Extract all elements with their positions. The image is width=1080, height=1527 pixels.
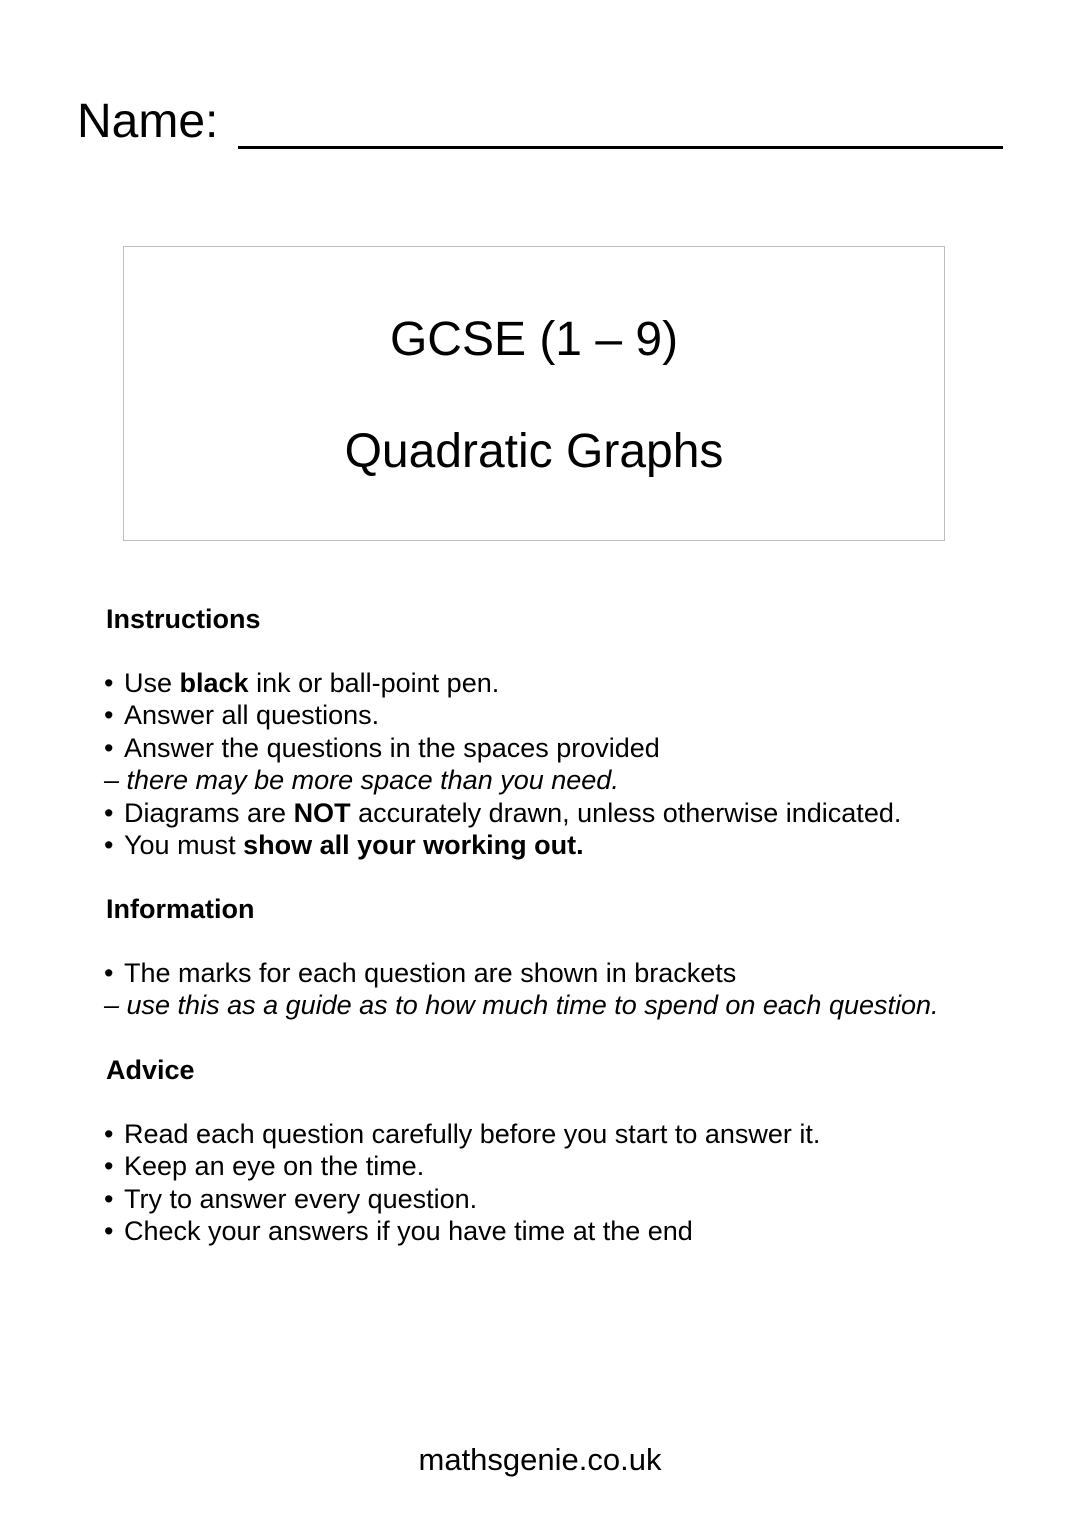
instructions-heading: Instructions (106, 604, 261, 634)
bullet: • (104, 830, 114, 861)
list-item: • Answer all questions. (104, 700, 380, 731)
advice-heading: Advice (106, 1055, 195, 1085)
list-item: • Keep an eye on the time. (104, 1151, 425, 1182)
bullet: • (104, 700, 114, 731)
list-item: • Answer the questions in the spaces provided (104, 732, 660, 763)
advice-list (104, 1118, 820, 1248)
footer-site: mathsgenie.co.uk (418, 1442, 662, 1477)
bullet: • (104, 1216, 114, 1247)
bullet: • (104, 1183, 114, 1214)
list-item: • Diagrams are NOT accurately drawn, unless otherwise indicated. (104, 797, 902, 828)
list-item: • The marks for each question are shown in brackets (104, 958, 737, 988)
bullet: • (104, 1119, 114, 1149)
list-item: • Use black ink or ball-point pen. (104, 668, 500, 698)
information-heading: Information (106, 894, 255, 924)
exam-level-title: GCSE (1 – 9) (389, 313, 679, 366)
bullet: • (104, 668, 114, 698)
information-list (104, 957, 939, 1022)
name-label: Name: (77, 95, 219, 148)
bullet: • (104, 797, 114, 828)
list-item: • Try to answer every question. (104, 1183, 478, 1214)
bullet: • (104, 1151, 114, 1182)
bullet: • (104, 958, 114, 988)
topic-title: Quadratic Graphs (344, 425, 724, 478)
title-box (123, 246, 945, 541)
instructions-list (104, 667, 901, 861)
list-note: – there may be more space than you need. (104, 765, 619, 796)
name-answer-line (238, 146, 1003, 149)
bullet: • (104, 732, 114, 763)
list-note: – use this as a guide as to how much time to spend on each question. (104, 990, 939, 1021)
list-item: • You must show all your working out. (104, 830, 584, 861)
list-item: • Read each question carefully before you start to answer it. (104, 1119, 821, 1149)
list-item: • Check your answers if you have time at the end (104, 1216, 693, 1247)
